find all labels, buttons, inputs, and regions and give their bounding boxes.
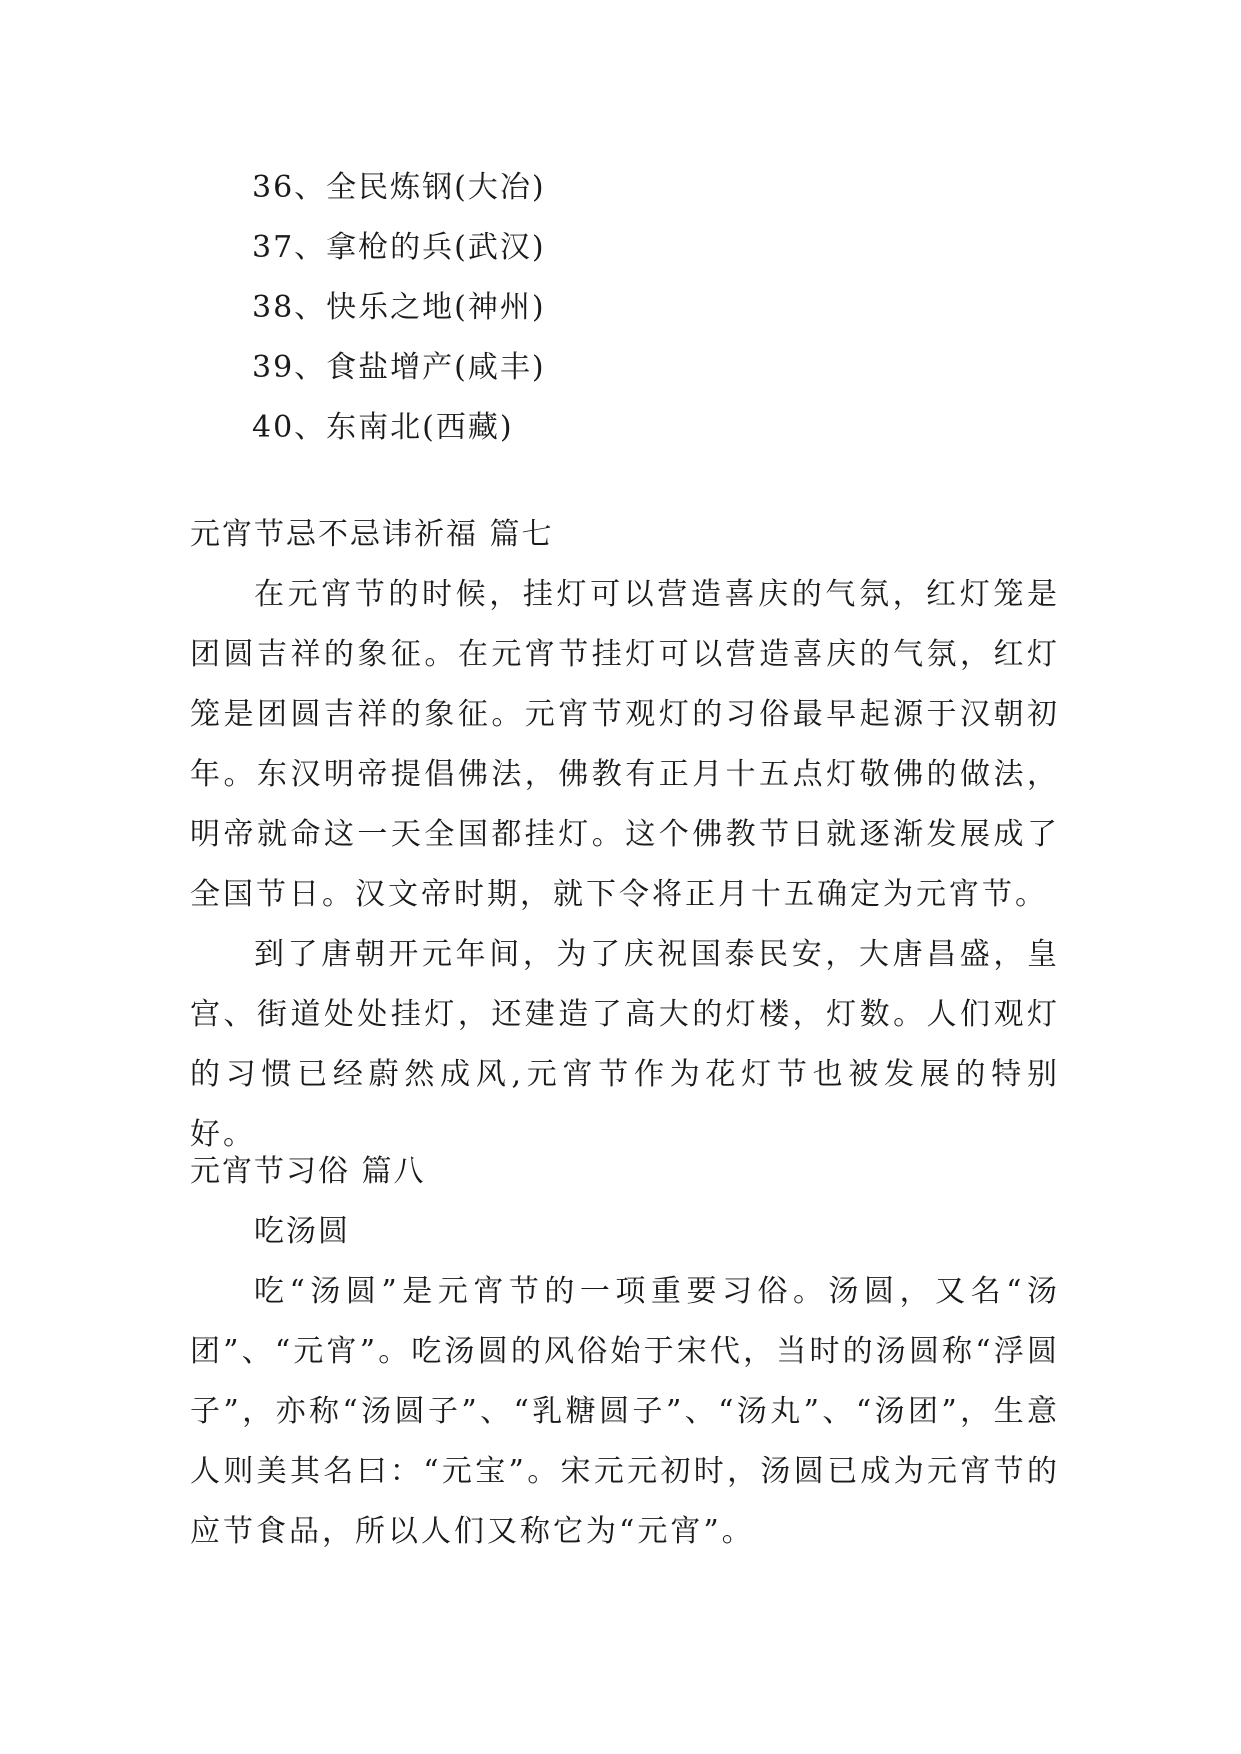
riddle-list [252, 158, 952, 458]
list-item: 40、东南北(西藏) [252, 410, 514, 445]
list-item: 38、快乐之地(神州) [252, 290, 546, 325]
subheading: 吃汤圆 [254, 1214, 350, 1249]
paragraph: 在元宵节的时候，挂灯可以营造喜庆的气氛，红灯笼是团圆吉祥的象征。在元宵节挂灯可以营造喜庆的气氛，红灯笼是团圆吉祥的象征。元宵节观灯的习俗最早起源于汉朝初年。东汉明帝提倡佛法，佛教有正月十五点灯敬佛的做法，明帝就命这一天全国都挂灯。这个佛教节日就逐渐发展成了全国节日。汉文帝时期，就下令将正月十五确定为元宵节。 [190, 577, 1060, 912]
list-item: 36、全民炼钢(大冶) [252, 170, 546, 205]
list-item: 39、食盐增产(咸丰) [252, 350, 546, 385]
section-seven [190, 505, 1060, 1165]
section-heading: 元宵节习俗 篇八 [190, 1154, 426, 1189]
list-item: 37、拿枪的兵(武汉) [252, 230, 546, 265]
section-heading: 元宵节忌不忌讳祈福 篇七 [190, 517, 554, 552]
paragraph: 到了唐朝开元年间，为了庆祝国泰民安，大唐昌盛，皇宫、街道处处挂灯，还建造了高大的灯楼，灯数。人们观灯的习惯已经蔚然成风,元宵节作为花灯节也被发展的特别好。 [190, 937, 1060, 1152]
section-eight [190, 1142, 1060, 1562]
paragraph: 吃“汤圆”是元宵节的一项重要习俗。汤圆，又名“汤团”、“元宵”。吃汤圆的风俗始于宋代，当时的汤圆称“浮圆子”，亦称“汤圆子”、“乳糖圆子”、“汤丸”、“汤团”，生意人则美其名曰：“元宝”。宋元元初时，汤圆已成为元宵节的应节食品，所以人们又称它为“元宵”。 [190, 1274, 1060, 1549]
